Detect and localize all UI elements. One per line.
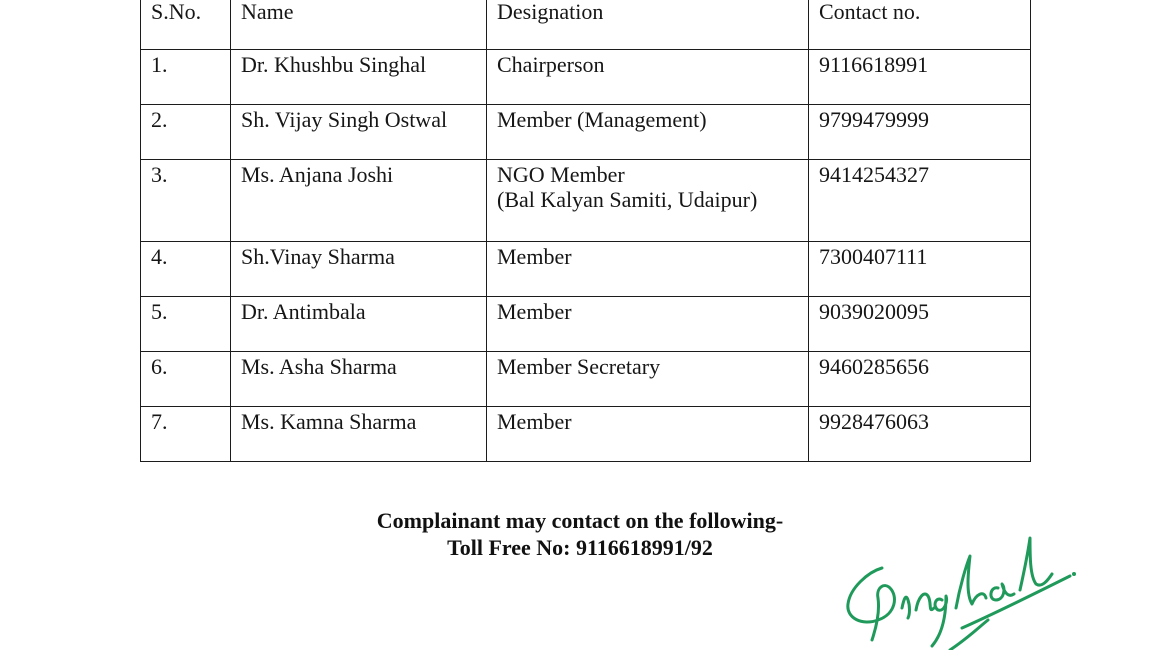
table-header-row — [141, 0, 1031, 50]
cell-sno: 6. — [141, 352, 231, 407]
header-contact: Contact no. — [809, 0, 1031, 50]
designation-detail: (Bal Kalyan Samiti, Udaipur) — [497, 187, 758, 212]
cell-designation: Member — [487, 407, 809, 462]
table-row — [141, 352, 1031, 407]
cell-contact: 9460285656 — [809, 352, 1031, 407]
header-sno: S.No. — [141, 0, 231, 50]
committee-members-table — [140, 0, 1031, 462]
cell-contact: 9928476063 — [809, 407, 1031, 462]
cell-contact: 9799479999 — [809, 105, 1031, 160]
cell-contact: 9116618991 — [809, 50, 1031, 105]
cell-name: Ms. Kamna Sharma — [231, 407, 487, 462]
cell-designation: Member (Management) — [487, 105, 809, 160]
cell-name: Ms. Anjana Joshi — [231, 160, 487, 242]
toll-free-number: Toll Free No: 9116618991/92 — [447, 535, 713, 560]
table-row — [141, 50, 1031, 105]
cell-sno: 3. — [141, 160, 231, 242]
cell-designation: Member — [487, 297, 809, 352]
table-row — [141, 105, 1031, 160]
complainant-contact-note: Complainant may contact on the following- — [376, 508, 784, 533]
table-row — [141, 297, 1031, 352]
table-row — [141, 242, 1031, 297]
cell-sno: 7. — [141, 407, 231, 462]
table-row — [141, 407, 1031, 462]
cell-designation: Chairperson — [487, 50, 809, 105]
cell-sno: 5. — [141, 297, 231, 352]
handwritten-signature — [838, 528, 1078, 650]
cell-contact: 9039020095 — [809, 297, 1031, 352]
cell-sno: 1. — [141, 50, 231, 105]
header-designation: Designation — [487, 0, 809, 50]
cell-designation: Member Secretary — [487, 352, 809, 407]
cell-name: Sh. Vijay Singh Ostwal — [231, 105, 487, 160]
cell-designation: Member — [487, 242, 809, 297]
cell-name: Sh.Vinay Sharma — [231, 242, 487, 297]
designation-main: NGO Member — [497, 162, 625, 187]
cell-designation — [487, 160, 809, 242]
cell-name: Ms. Asha Sharma — [231, 352, 487, 407]
cell-name: Dr. Antimbala — [231, 297, 487, 352]
cell-sno: 2. — [141, 105, 231, 160]
cell-contact: 7300407111 — [809, 242, 1031, 297]
header-name: Name — [231, 0, 487, 50]
cell-contact: 9414254327 — [809, 160, 1031, 242]
cell-name: Dr. Khushbu Singhal — [231, 50, 487, 105]
table-row — [141, 160, 1031, 242]
cell-sno: 4. — [141, 242, 231, 297]
